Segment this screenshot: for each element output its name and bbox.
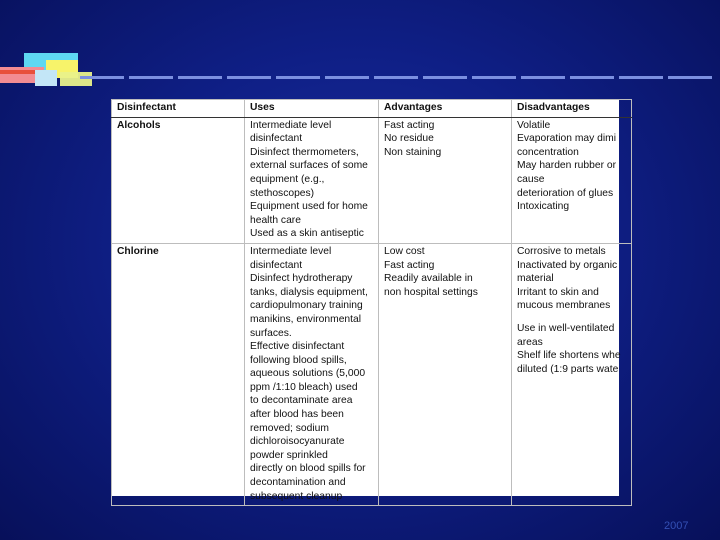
disadvantages-line: diluted (1:9 parts wate — [517, 363, 619, 375]
disinfectant-table-panel — [111, 99, 621, 502]
advantages-line: Fast acting — [384, 119, 435, 131]
advantages-cell — [379, 243, 512, 505]
disadvantages-line: Volatile — [517, 119, 551, 131]
table-row — [112, 117, 632, 243]
decor-yellow-block-2 — [60, 72, 92, 86]
uses-line: powder sprinkled — [250, 449, 328, 461]
disadvantages-line: Use in well-ventilated — [517, 322, 615, 334]
uses-line: Effective disinfectant — [250, 341, 345, 353]
uses-cell — [245, 243, 379, 505]
uses-cell — [245, 117, 379, 243]
disadvantages-cell — [512, 117, 632, 243]
uses-line: equipment (e.g., — [250, 173, 325, 185]
uses-line: cardiopulmonary training — [250, 300, 363, 312]
uses-line: tanks, dialysis equipment, — [250, 286, 368, 298]
uses-line: following blood spills, — [250, 354, 347, 366]
footer-year: 2007 — [664, 520, 689, 532]
disadvantages-line: deterioration of glues — [517, 187, 614, 199]
disadvantages-line: Intoxicating — [517, 201, 570, 213]
uses-line: decontamination and — [250, 477, 346, 489]
advantages-line: No residue — [384, 133, 434, 145]
uses-line: Equipment used for home — [250, 201, 368, 213]
disadvantages-line: concentration — [517, 146, 579, 158]
header-advantages: Advantages — [379, 100, 512, 118]
uses-line: Disinfect thermometers, — [250, 146, 359, 158]
header-disinfectant: Disinfectant — [112, 100, 245, 118]
uses-line: after blood has been — [250, 409, 344, 421]
disadvantages-line: material — [517, 273, 554, 285]
header-disadvantages: Disadvantages — [512, 100, 632, 118]
uses-line: dichloroisocyanurate — [250, 436, 345, 448]
disadvantages-line: Shelf life shortens whe — [517, 350, 621, 362]
uses-line: removed; sodium — [250, 422, 329, 434]
decor-light-block — [35, 70, 57, 86]
advantages-line: non hospital settings — [384, 286, 478, 298]
disadvantages-line: cause — [517, 173, 545, 185]
advantages-line: Readily available in — [384, 273, 473, 285]
disadvantages-line: Corrosive to metals — [517, 245, 606, 257]
uses-line: disinfectant — [250, 133, 303, 145]
disadvantages-line: Inactivated by organic — [517, 259, 618, 271]
uses-line: aqueous solutions (5,000 — [250, 368, 366, 380]
header-uses: Uses — [245, 100, 379, 118]
advantages-line: Fast acting — [384, 259, 435, 271]
uses-line: ppm /1:10 bleach) used — [250, 381, 358, 393]
uses-line: disinfectant — [250, 259, 303, 271]
disadvantages-cell — [512, 243, 632, 505]
advantages-cell — [379, 117, 512, 243]
advantages-line: Non staining — [384, 146, 442, 158]
uses-line: external surfaces of some — [250, 160, 368, 172]
title-divider-dashed — [80, 76, 712, 79]
uses-line: to decontaminate area — [250, 395, 353, 407]
uses-line: subsequent cleanup — [250, 490, 343, 502]
disinfectant-name-cell: Chlorine — [112, 243, 245, 505]
table-row — [112, 243, 632, 505]
cell-spacer — [517, 313, 627, 322]
uses-line: Intermediate level — [250, 245, 332, 257]
uses-line: directly on blood spills for — [250, 463, 366, 475]
uses-line: surfaces. — [250, 327, 292, 339]
uses-line: manikins, environmental — [250, 313, 362, 325]
uses-line: Disinfect hydrotherapy — [250, 273, 353, 285]
uses-line: Used as a skin antiseptic — [250, 228, 364, 240]
uses-line: stethoscopes) — [250, 187, 315, 199]
uses-line: health care — [250, 214, 301, 226]
disadvantages-line: mucous membranes — [517, 300, 611, 312]
disadvantages-line: Irritant to skin and — [517, 286, 599, 298]
uses-line: Intermediate level — [250, 119, 332, 131]
advantages-line: Low cost — [384, 245, 425, 257]
disadvantages-line: Evaporation may dimi — [517, 133, 617, 145]
disinfectant-name-cell: Alcohols — [112, 117, 245, 243]
disinfectant-table — [111, 99, 632, 506]
disadvantages-line: areas — [517, 336, 543, 348]
disadvantages-line: May harden rubber or — [517, 160, 617, 172]
table-header-row — [112, 100, 632, 118]
